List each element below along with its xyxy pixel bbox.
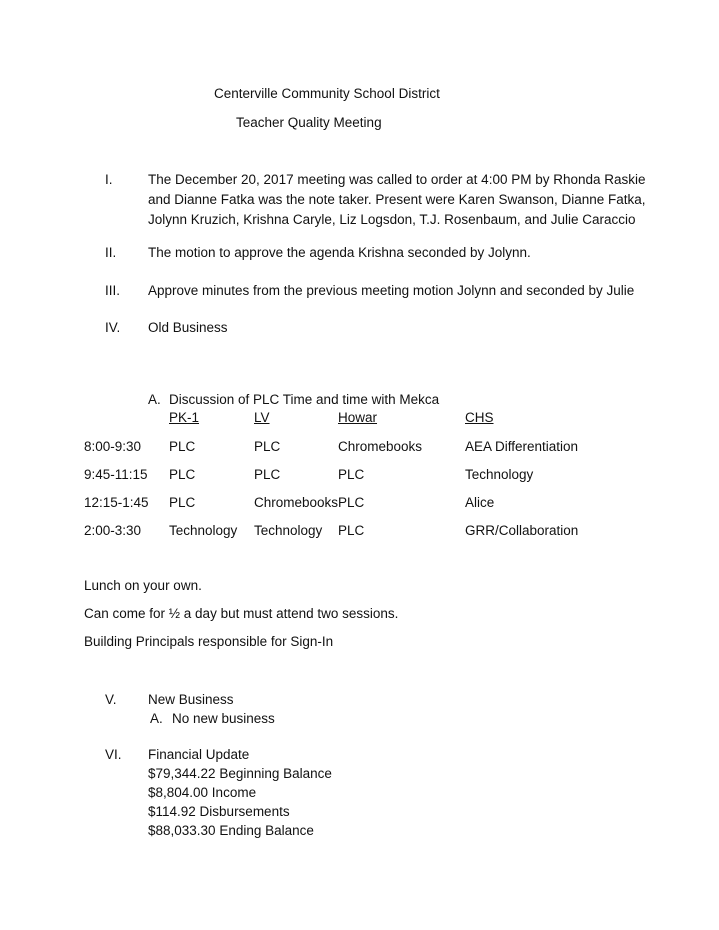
column-header: PK-1 [169,410,200,425]
item-numeral: I. [105,172,113,187]
balance-line: $79,344.22 Beginning Balance [148,766,332,781]
item-numeral: V. [105,692,117,707]
item-line: Approve minutes from the previous meeting motion Jolynn and seconded by Julie [148,283,635,298]
table-cell: Chromebooks [338,439,423,454]
item-numeral: IV. [105,320,121,335]
table-cell: PLC [169,495,196,510]
sub-item-text: No new business [172,711,275,726]
note-line: Can come for ½ a day but must attend two sessions. [84,606,399,621]
item-text [148,170,646,230]
column-header: Howar [338,410,378,425]
time-slot: 2:00-3:30 [84,523,142,538]
note-line: Building Principals responsible for Sign-In [84,634,334,649]
column-header: LV [254,410,270,425]
table-cell: PLC [169,439,196,454]
time-slot: 8:00-9:30 [84,439,142,454]
table-cell: Technology [169,523,238,538]
item-numeral: III. [105,283,121,298]
table-cell: PLC [254,439,281,454]
table-cell: PLC [254,467,281,482]
item-line: The motion to approve the agenda Krishna seconded by Jolynn. [148,245,531,260]
table-cell: PLC [169,467,196,482]
column-header: CHS [465,410,494,425]
balance-line: $88,033.30 Ending Balance [148,823,314,838]
table-cell: Technology [254,523,323,538]
table-cell: Alice [465,495,495,510]
item-line: Old Business [148,320,228,335]
table-cell: PLC [338,495,365,510]
meeting-title: Teacher Quality Meeting [236,115,382,130]
time-slot: 12:15-1:45 [84,495,149,510]
balance-line: $8,804.00 Income [148,785,257,800]
balance-line: $114.92 Disbursements [148,804,290,819]
sub-item-letter: A. [148,392,161,407]
section-title: New Business [148,692,234,707]
item-numeral: II. [105,245,117,260]
note-line: Lunch on your own. [84,578,202,593]
table-cell: Chromebooks [254,495,339,510]
table-cell: Technology [465,467,534,482]
item-numeral: VI. [105,747,122,762]
table-cell: GRR/Collaboration [465,523,579,538]
district-title: Centerville Community School District [214,86,440,101]
item-line: The December 20, 2017 meeting was called to order at 4:00 PM by Rhonda Raskie [148,172,646,187]
table-cell: AEA Differentiation [465,439,579,454]
item-line: and Dianne Fatka was the note taker. Present were Karen Swanson, Dianne Fatka, [148,192,646,207]
table-cell: PLC [338,523,365,538]
section-title: Financial Update [148,747,250,762]
item-line: Jolynn Kruzich, Krishna Caryle, Liz Logsdon, T.J. Rosenbaum, and Julie Caraccio [148,212,636,227]
sub-item-title: Discussion of PLC Time and time with Mekca [169,392,440,407]
time-slot: 9:45-11:15 [84,467,148,482]
sub-item-letter: A. [150,711,163,726]
table-cell: PLC [338,467,365,482]
